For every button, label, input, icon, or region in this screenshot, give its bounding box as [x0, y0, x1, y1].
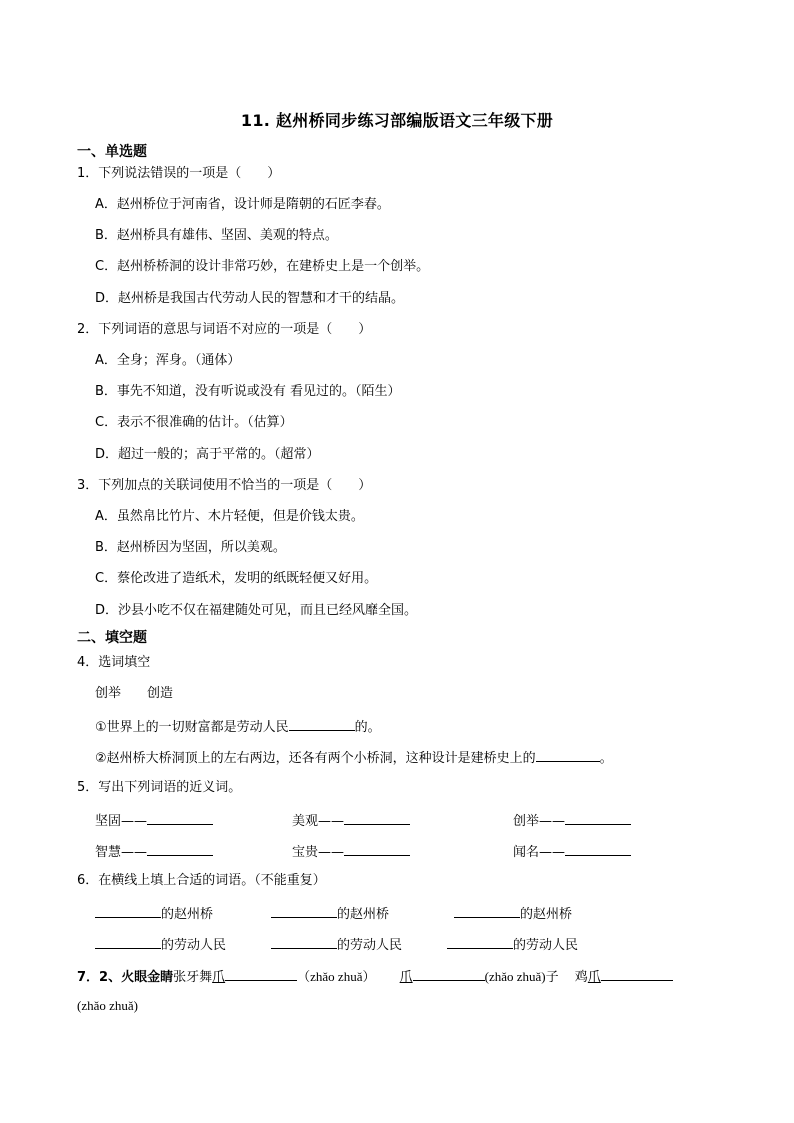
question-3-option-c: C．蔡伦改进了造纸术，发明的纸既轻便又好用。	[95, 571, 378, 586]
question-3-option-d: D．沙县小吃不仅在福建随处可见，而且已经风靡全国。	[95, 603, 418, 618]
answer-blank[interactable]	[225, 966, 297, 981]
question-2-option-c: C．表示不很准确的估计。（估算）	[95, 415, 293, 430]
question-2-option-d: D．超过一般的；高于平常的。（超常）	[95, 447, 320, 462]
answer-blank[interactable]	[147, 810, 213, 825]
question-1-option-d: D．赵州桥是我国古代劳动人民的智慧和才干的结晶。	[95, 291, 405, 306]
synonym-item: 坚固——	[95, 810, 213, 831]
section-heading-fill-blank: 二、填空题	[77, 630, 147, 646]
question-3-stem: 3．下列加点的关联词使用不恰当的一项是（ ）	[77, 478, 372, 493]
question-4-word-bank: 创举 创造	[95, 686, 174, 701]
fill-item: 的赵州桥	[95, 903, 213, 924]
answer-blank[interactable]	[344, 810, 410, 825]
synonym-item: 宝贵——	[292, 841, 410, 862]
question-1-stem: 1．下列说法错误的一项是（ ）	[77, 166, 281, 181]
answer-blank[interactable]	[565, 810, 631, 825]
answer-blank[interactable]	[601, 966, 673, 981]
question-1-option-b: B．赵州桥具有雄伟、坚固、美观的特点。	[95, 228, 338, 243]
question-2-option-b: B．事先不知道，没有听说或没有 看见过的。（陌生）	[95, 384, 401, 399]
question-2-stem: 2．下列词语的意思与词语不对应的一项是（ ）	[77, 322, 372, 337]
answer-blank[interactable]	[447, 934, 513, 949]
question-4-stem: 4．选词填空	[77, 655, 151, 670]
answer-blank[interactable]	[271, 934, 337, 949]
answer-blank[interactable]	[413, 966, 485, 981]
question-4-item-1: ①世界上的一切财富都是劳动人民 的。	[95, 716, 381, 737]
answer-blank[interactable]	[536, 747, 600, 762]
answer-blank[interactable]	[147, 841, 213, 856]
question-7-pinyin-continued: (zhǎo zhuǎ)	[77, 998, 138, 1013]
question-7-line: 7．2、火眼金睛张牙舞爪 （zhǎo zhuǎ） 爪 (zhǎo zhuǎ)子 鸡爪	[77, 966, 673, 987]
question-6-stem: 6．在横线上填上合适的词语。（不能重复）	[77, 873, 326, 888]
answer-blank[interactable]	[565, 841, 631, 856]
answer-blank[interactable]	[271, 903, 337, 918]
fill-item: 的劳动人民	[447, 934, 578, 955]
question-3-option-b: B．赵州桥因为坚固，所以美观。	[95, 540, 286, 555]
section-heading-single-choice: 一、单选题	[77, 144, 147, 160]
answer-blank[interactable]	[289, 716, 355, 731]
fill-item: 的赵州桥	[454, 903, 572, 924]
synonym-item: 美观——	[292, 810, 410, 831]
fill-item: 的劳动人民	[271, 934, 402, 955]
question-1-option-a: A．赵州桥位于河南省，设计师是隋朝的石匠李春。	[95, 197, 390, 212]
synonym-item: 创举——	[513, 810, 631, 831]
fill-item: 的赵州桥	[271, 903, 389, 924]
question-4-item-2: ②赵州桥大桥洞顶上的左右两边，还各有两个小桥洞，这种设计是建桥史上的 。	[95, 747, 613, 768]
synonym-item: 闻名——	[513, 841, 631, 862]
page-title: 11. 赵州桥同步练习部编版语文三年级下册	[240, 111, 554, 130]
question-2-option-a: A．全身；浑身。（通体）	[95, 353, 241, 368]
answer-blank[interactable]	[95, 903, 161, 918]
synonym-item: 智慧——	[95, 841, 213, 862]
question-1-option-c: C．赵州桥桥洞的设计非常巧妙，在建桥史上是一个创举。	[95, 259, 430, 274]
answer-blank[interactable]	[454, 903, 520, 918]
question-5-stem: 5．写出下列词语的近义词。	[77, 780, 242, 795]
question-3-option-a: A．虽然帛比竹片、木片轻便，但是价钱太贵。	[95, 509, 364, 524]
answer-blank[interactable]	[95, 934, 161, 949]
answer-blank[interactable]	[344, 841, 410, 856]
fill-item: 的劳动人民	[95, 934, 226, 955]
